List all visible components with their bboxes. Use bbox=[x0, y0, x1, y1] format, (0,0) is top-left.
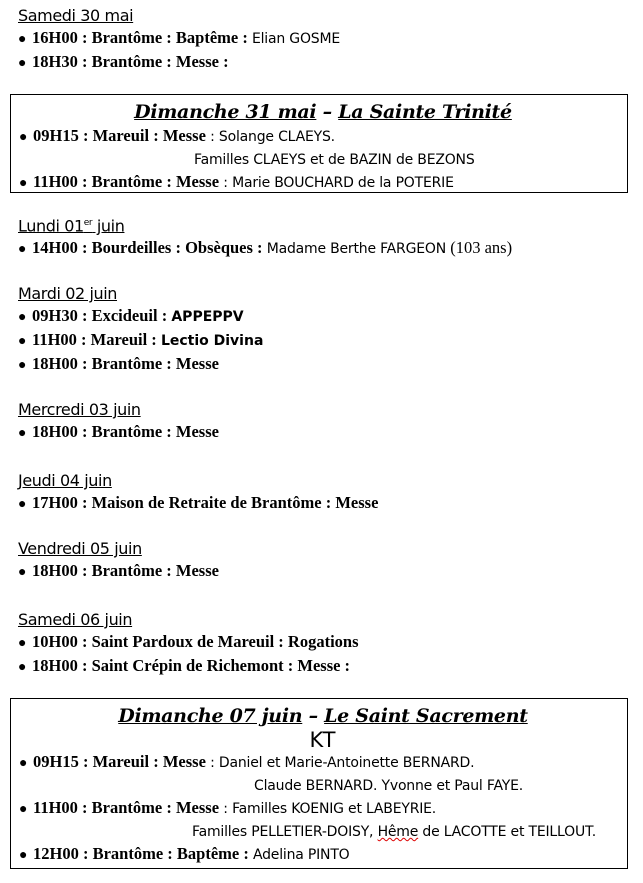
sunday-title: Dimanche 07 juin – Le Saint Sacrement bbox=[118, 705, 528, 727]
sunday-box-07 bbox=[10, 698, 628, 869]
event-line: ● 09H30 : Excideuil : APPEPPV bbox=[18, 305, 631, 329]
bullet-icon: ● bbox=[18, 565, 27, 580]
event-line: ● 09H15 : Mareuil : Messe : Daniel et Marie-Antoinette BERNARD. bbox=[19, 751, 627, 775]
bullet-icon: ● bbox=[19, 176, 28, 191]
day-block-mercredi-03 bbox=[18, 399, 631, 445]
event-line: ● 16H00 : Brantôme : Baptême : Elian GOSME bbox=[18, 27, 631, 51]
event-continuation: Familles PELLETIER-DOISY, Hême de LACOTTE et TEILLOUT. bbox=[192, 824, 596, 840]
event-line: ● 10H00 : Saint Pardoux de Mareuil : Rogations bbox=[18, 631, 631, 655]
event-line: ● 09H15 : Mareuil : Messe : Solange CLAEYS. bbox=[19, 125, 627, 149]
bullet-icon: ● bbox=[18, 426, 27, 441]
day-title: Samedi 30 mai bbox=[18, 6, 134, 25]
bullet-icon: ● bbox=[18, 636, 27, 651]
bullet-icon: ● bbox=[18, 32, 27, 47]
bullet-icon: ● bbox=[19, 802, 28, 817]
day-block-vendredi-05 bbox=[18, 538, 631, 584]
event-line: ● 17H00 : Maison de Retraite de Brantôme : Messe bbox=[18, 492, 631, 516]
bullet-icon: ● bbox=[18, 358, 27, 373]
bullet-icon: ● bbox=[18, 310, 27, 325]
bullet-icon: ● bbox=[18, 242, 27, 258]
day-block-samedi-30 bbox=[18, 5, 631, 75]
event-continuation: Claude BERNARD. Yvonne et Paul FAYE. bbox=[254, 778, 523, 794]
day-title: Mardi 02 juin bbox=[18, 284, 118, 303]
bullet-icon: ● bbox=[19, 756, 28, 771]
day-block-jeudi-04 bbox=[18, 470, 631, 516]
bullet-icon: ● bbox=[18, 334, 27, 349]
kt-label: KT bbox=[309, 728, 337, 752]
day-title: Samedi 06 juin bbox=[18, 610, 133, 629]
sunday-box-31 bbox=[10, 94, 628, 193]
day-block-lundi-01 bbox=[18, 212, 631, 261]
day-title: Mercredi 03 juin bbox=[18, 400, 141, 419]
event-line: ● 18H00 : Brantôme : Messe bbox=[18, 560, 631, 584]
event-line: ● 11H00 : Brantôme : Messe : Marie BOUCHARD de la POTERIE bbox=[19, 171, 627, 195]
event-line: ● 18H30 : Brantôme : Messe : bbox=[18, 51, 631, 75]
event-line: ● 11H00 : Mareuil : Lectio Divina bbox=[18, 329, 631, 353]
event-line: ● 18H00 : Brantôme : Messe bbox=[18, 353, 631, 377]
event-line: ● 18H00 : Brantôme : Messe bbox=[18, 421, 631, 445]
bullet-icon: ● bbox=[19, 130, 28, 145]
bullet-icon: ● bbox=[18, 56, 27, 71]
day-title: Lundi 01er juin bbox=[18, 216, 125, 236]
event-line: ● 11H00 : Brantôme : Messe : Familles KOENIG et LABEYRIE. bbox=[19, 797, 627, 821]
event-line: ● 18H00 : Saint Crépin de Richemont : Messe : bbox=[18, 655, 631, 679]
event-continuation: Familles CLAEYS et de BAZIN de BEZONS bbox=[194, 152, 475, 168]
day-title: Jeudi 04 juin bbox=[18, 471, 112, 490]
bullet-icon: ● bbox=[18, 660, 27, 675]
day-title: Vendredi 05 juin bbox=[18, 539, 142, 558]
bullet-icon: ● bbox=[18, 497, 27, 512]
spellcheck-underlined-word: Hême bbox=[377, 824, 419, 840]
sunday-title: Dimanche 31 mai – La Sainte Trinité bbox=[134, 101, 512, 123]
day-block-mardi-02 bbox=[18, 283, 631, 377]
bullet-icon: ● bbox=[19, 848, 28, 863]
event-line: ● 14H00 : Bourdeilles : Obsèques : Madame Berthe FARGEON (103 ans) bbox=[18, 237, 631, 261]
event-line: ● 12H00 : Brantôme : Baptême : Adelina PINTO bbox=[19, 843, 627, 867]
day-block-samedi-06 bbox=[18, 609, 631, 679]
